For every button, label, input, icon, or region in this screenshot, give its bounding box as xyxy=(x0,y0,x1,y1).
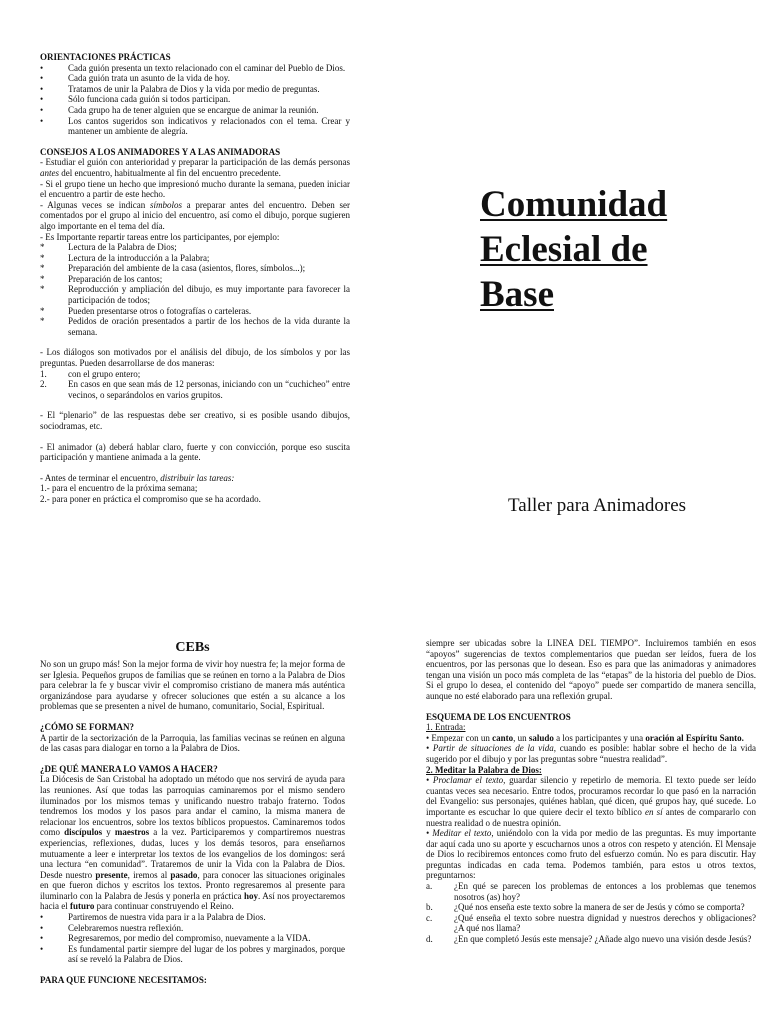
list-item-text: Cada guión trata un asunto de la vida de hoy. xyxy=(68,73,230,84)
consejos-paragraph: - El “plenario” de las respuestas debe ser creativo, si es posible usando dibujos, sociodramas, etc. xyxy=(40,410,350,431)
tareas-list xyxy=(40,242,350,337)
consejos-paragraph: - Es Importante repartir tareas entre los participantes, por ejemplo: xyxy=(40,231,280,242)
list-item-text: Cada grupo ha de tener alguien que se encargue de animar la reunión. xyxy=(68,104,319,115)
asterisk-icon: * xyxy=(40,316,45,327)
paragraph: A partir de la sectorización de la Parroquia, las familias vecinas se reúnen en alguna de las casas para dialogar en torno a la Palabra de Dios. xyxy=(40,732,345,754)
consejos-paragraph: - El animador (a) deberá hablar claro, fuerte y con convicción, porque eso suscita participación y mantiene animada a la gente. xyxy=(40,441,350,463)
list-item: • Regresaremos, por medio del compromiso, nuevamente a la VIDA. xyxy=(40,933,311,944)
list-item-text: Sólo funciona cada guión si todos participan. xyxy=(68,94,231,105)
section-heading: ¿CÓMO SE FORMAN? xyxy=(40,721,134,732)
bullet-icon: • xyxy=(40,933,44,944)
list-item: * Preparación del ambiente de la casa (asientos, flores, símbolos...); xyxy=(40,263,306,274)
asterisk-icon: * xyxy=(40,284,45,295)
list-item: * Preparación de los cantos; xyxy=(40,273,163,284)
consejos-paragraph: - Estudiar el guión con anterioridad y preparar la participación de las demás personas antes del encuentro, habitualmente al fin del encuentro precedente. xyxy=(40,157,350,178)
esquema-column xyxy=(426,638,756,945)
list-item: * Pueden presentarse otros o fotografías o carteleras. xyxy=(40,305,252,316)
consejos-paragraph: - Antes de terminar el encuentro, distribuir las tareas: xyxy=(40,472,235,483)
cover-subtitle: Taller para Animadores xyxy=(508,495,687,516)
orientaciones-list xyxy=(40,63,350,137)
preguntas-list xyxy=(426,881,756,945)
list-item-text: Tratamos de unir la Palabra de Dios y la vida por medio de preguntas. xyxy=(68,83,320,94)
asterisk-icon: * xyxy=(40,242,45,253)
paragraph: • Meditar el texto, uniéndolo con la vida por medio de las preguntas. Es muy importante dar aquí cada uno su aporte y escucharnos unos a otros con respeto y atención. El Mensaje de Dios lo recibiremos entonces como fruto del esfuerzo común. No es para discutir. Hay preguntas indicadas en cada tema. Podemos también, para estos u otros textos, preguntarnos: xyxy=(426,828,756,881)
consejos-paragraph: - Si el grupo tiene un hecho que impresionó mucho durante la semana, pueden iniciar el encuentro a partir de este hecho. xyxy=(40,178,350,200)
bullet-icon: • xyxy=(40,115,44,126)
section-heading: ¿DE QUÉ MANERA LO VAMOS A HACER? xyxy=(40,763,218,774)
cebs-intro: No son un grupo más! Son la mejor forma de vivir hoy nuestra fe; la mejor forma de ser Iglesia. Pequeños grupos de familias que se reúnen en torno a la Palabra de Dios para celebrar la fe y buscar vivir el compromiso cristiano de manera más auténtica organizándose para ayudarse y ofrecer soluciones que estén a su alcance a los problemas que se presenten a nivel de humano, comunitario, Social, Espiritual. xyxy=(40,659,345,712)
asterisk-icon: * xyxy=(40,305,45,316)
list-item: * Pedidos de oración presentados a partir de los hechos de la vida durante la semana. xyxy=(40,316,350,337)
list-item: d. ¿En que completó Jesús este mensaje? ¿Añade algo nuevo una visión desde Jesús? xyxy=(426,934,752,945)
bullet-icon: • xyxy=(40,62,44,73)
list-item: 2. En casos en que sean más de 12 personas, iniciando con un “cuchicheo” entre vecinos, o separándolos en varios grupitos. xyxy=(40,379,350,400)
list-item: • Celebraremos nuestra reflexión. xyxy=(40,922,184,933)
bullet-icon: • xyxy=(40,73,44,84)
list-item xyxy=(40,73,350,84)
asterisk-icon: * xyxy=(40,273,45,284)
bullet-icon: • xyxy=(40,912,44,923)
consejos-heading: CONSEJOS A LOS ANIMADORES Y A LAS ANIMADORAS xyxy=(40,146,281,157)
asterisk-icon: * xyxy=(40,252,45,263)
consejos-paragraph: 1.- para el encuentro de la próxima semana; xyxy=(40,483,198,494)
section-heading: PARA QUE FUNCIONE NECESITAMOS: xyxy=(40,975,207,986)
orientaciones-heading: ORIENTACIONES PRÁCTICAS xyxy=(40,52,171,62)
bullet-icon: • xyxy=(40,94,44,105)
list-item xyxy=(40,63,350,74)
practical-guidelines-column xyxy=(40,52,350,505)
consejos-paragraph: - Los diálogos son motivados por el análisis del dibujo, de los símbolos y por las preguntas. Pueden desarrollarse de dos maneras: xyxy=(40,347,350,369)
paragraph: • Empezar con un canto, un saludo a los participantes y una oración al Espíritu Santo. xyxy=(426,732,744,743)
cover-title xyxy=(480,182,720,317)
list-item: c. ¿Qué enseña el texto sobre nuestra dignidad y nuestros derechos y obligaciones? ¿A qué nos llama? xyxy=(426,912,756,934)
cebs-bullet-list xyxy=(40,912,345,965)
paragraph: La Diócesis de San Cristobal ha adoptado un método que nos servirá de ayuda para las reuniones. Así que todas las parroquias caminaremos por el mismo sendero iluminados por los mismos temas y unificando nuestro trabajo fraterno. Todos tendremos los modos y los pasos para andar el camino, la misma manera de relacionar los encuentros, sobre los textos bíblicos propuestos. Caminaremos todos como discípulos y maestros a la vez. Participaremos y compartiremos nuestras experiencias, reflexiones, dudas, luces y los demás tesoros, para enseñarnos mutuamente a leer e interpretar los textos de los evangelios de los domingos: será una lectura “en comunidad”. Trataremos de unir la Vida con la Palabra de Dios. Desde nuestro presente, iremos al pasado, para conocer las situaciones originales en que fueron dichos y escritos los textos. Pronto regresaremos al presente para iluminarlo con la Palabra de Jesús y ponerla en práctica hoy. Así nos proyectaremos hacia el futuro para continuar construyendo el Reino. xyxy=(40,774,346,912)
list-item: • Es fundamental partir siempre del lugar de los pobres y marginados, porque así se reveló la Palabra de Dios. xyxy=(40,943,345,965)
list-item: • Partiremos de nuestra vida para ir a la Palabra de Dios. xyxy=(40,912,266,923)
list-item: * Reproducción y ampliación del dibujo, es muy importante para favorecer la participación de todos; xyxy=(40,284,350,306)
paragraph: • Proclamar el texto, guardar silencio y repetirlo de memoria. El texto puede ser leído cuantas veces sea necesario. Entre todos, procuramos recordar lo que pasó en la narración del Evangelio: sus personajes, quiénes hablan, qué dicen, qué grupos hay, qué sucede. Lo importante es escuchar lo que quiere decir el texto bíblico en sí antes de compararlo con nuestra realidad o de nuestra opinión. xyxy=(426,775,756,828)
list-item-text: Cada guión presenta un texto relacionado con el caminar del Pueblo de Dios. xyxy=(68,62,346,73)
bullet-icon: • xyxy=(40,83,44,94)
list-item xyxy=(40,84,350,95)
cover-title-line: Base xyxy=(480,274,554,315)
list-item: a. ¿En qué se parecen los problemas de entonces a los problemas que tenemos nosotros (as) hoy? xyxy=(426,881,756,902)
list-item xyxy=(40,94,350,105)
cover-title-line: Eclesial de xyxy=(480,229,648,270)
step-heading: 2. Meditar la Palabra de Dios: xyxy=(426,764,542,775)
paragraph: siempre ser ubicadas sobre la LINEA DEL TIEMPO”. Incluiremos también en esos “apoyos” sugerencias de textos complementarios que puedan ser leídos, fuera de los encuentros, por las personas que lo desean. Eso es para que las animadoras y animadores tengan una visión un poco más completa de las “etapas” de la historia del pueblo de Dios. Si el grupo lo desea, el contenido del “apoyo” puede ser compartido de manera sencilla, aunque no esté elaborado para una reflexión grupal. xyxy=(426,638,756,701)
bullet-icon: • xyxy=(40,943,44,954)
list-item: b. ¿Qué nos enseña este texto sobre la manera de ser de Jesús y cómo se comporta? xyxy=(426,902,745,913)
cover-title-line: Comunidad xyxy=(480,184,668,225)
list-item-text: Los cantos sugeridos son indicativos y relacionados con el tema. Crear y mantener un ambiente de alegría. xyxy=(68,115,350,137)
step-heading: 1. Entrada: xyxy=(426,722,466,733)
asterisk-icon: * xyxy=(40,263,45,274)
list-item xyxy=(40,116,350,137)
cebs-heading: CEBs xyxy=(175,640,210,655)
list-item: 1. con el grupo entero; xyxy=(40,368,141,379)
maneras-list xyxy=(40,369,350,401)
cebs-column xyxy=(40,640,345,986)
bullet-icon: • xyxy=(40,104,44,115)
paragraph: • Partir de situaciones de la vida, cuando es posible: hablar sobre el hecho de la vida sugerido por el dibujo y por las preguntas sobre “nuestra realidad”. xyxy=(426,743,756,764)
consejos-paragraph: - Algunas veces se indican símbolos a preparar antes del encuentro. Deben ser comentados por el grupo al inicio del encuentro, así como el dibujo, porque sugieren algo importante en el tema del día. xyxy=(40,199,350,231)
list-item xyxy=(40,105,350,116)
bullet-icon: • xyxy=(40,922,44,933)
list-item: * Lectura de la introducción a la Palabra; xyxy=(40,252,210,263)
list-item: * Lectura de la Palabra de Dios; xyxy=(40,242,177,253)
esquema-heading: ESQUEMA DE LOS ENCUENTROS xyxy=(426,711,571,722)
consejos-paragraph: 2.- para poner en práctica el compromiso que se ha acordado. xyxy=(40,493,261,504)
